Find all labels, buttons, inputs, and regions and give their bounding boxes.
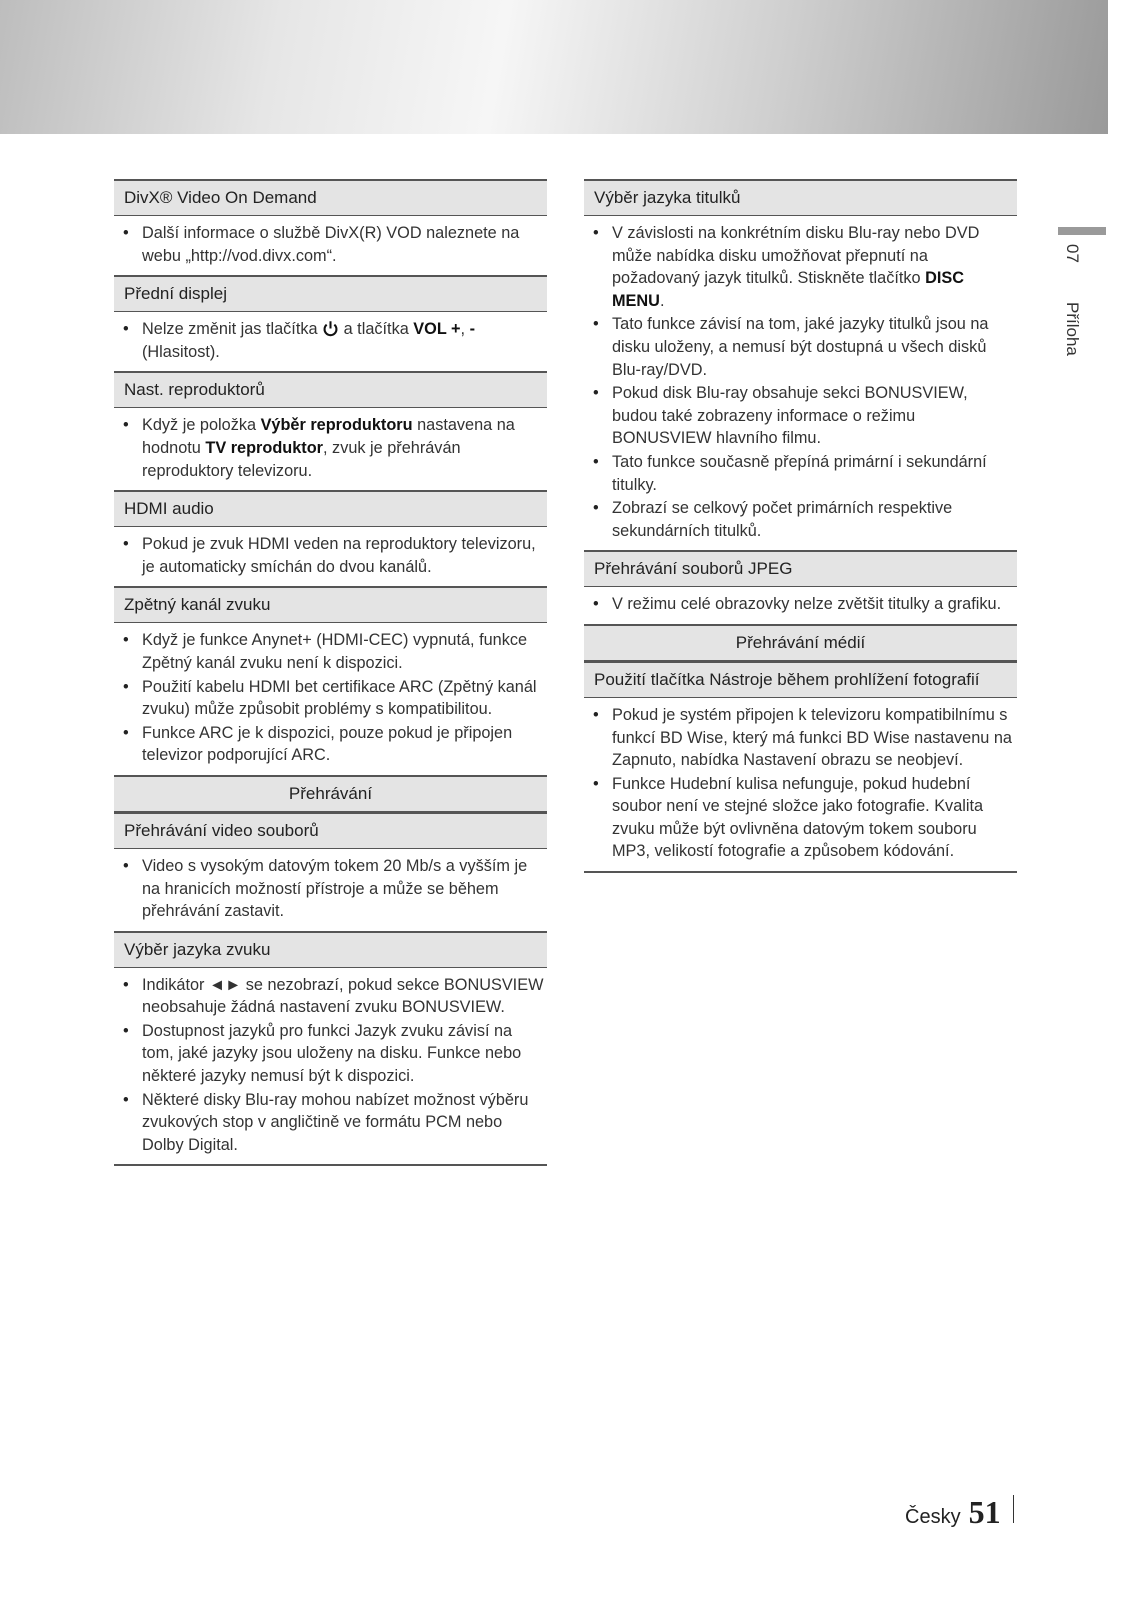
bullet-list: [584, 704, 1017, 863]
bullet-list: [114, 318, 547, 363]
bullet-item: [114, 1089, 547, 1157]
bold-term: DISC MENU: [612, 269, 965, 310]
bullet-item: [584, 773, 1017, 863]
bullet-item: [114, 629, 547, 674]
text-run: Pokud disk Blu-ray obsahuje sekci BONUSVIEW, budou také zobrazeny informace o režimu BONUSVIEW hlavního filmu.: [612, 384, 968, 448]
bullet-list: [114, 855, 547, 923]
bold-term: Výběr reproduktoru: [260, 416, 413, 435]
page-number: 51: [968, 1494, 1001, 1530]
section-heading: Výběr jazyka zvuku: [114, 931, 547, 968]
section-heading: Nast. reproduktorů: [114, 371, 547, 408]
column-end-rule: [584, 871, 1017, 873]
text-run: Tato funkce současně přepíná primární i sekundární titulky.: [612, 452, 987, 494]
chapter-tab: [1062, 244, 1082, 356]
chapter-tab-marker: [1058, 227, 1106, 235]
text-run: Dostupnost jazyků pro funkci Jazyk zvuku závisí na tom, jaké jazyky jsou uloženy na disku. Funkce nebo některé jazyky nemusí být k dispozici.: [142, 1021, 522, 1086]
text-run: Indikátor ◄► se nezobrazí, pokud sekce BONUSVIEW neobsahuje žádná nastavení zvuku BONUSVIEW.: [142, 975, 544, 1017]
bullet-item: [584, 451, 1017, 496]
section-body: [114, 408, 547, 490]
chapter-number: 07: [1063, 244, 1082, 263]
bullet-item: [584, 704, 1017, 772]
text-run: Zobrazí se celkový počet primárních respektive sekundárních titulků.: [612, 499, 953, 540]
bullet-list: [114, 974, 547, 1157]
bullet-item: [114, 1020, 547, 1088]
text-run: nastavena na hodnotu: [142, 416, 515, 457]
bullet-item: [114, 414, 547, 482]
section-heading: Přehrávání souborů JPEG: [584, 550, 1017, 587]
section-heading: HDMI audio: [114, 490, 547, 527]
right-column: [584, 179, 1017, 873]
text-run: Některé disky Blu-ray mohou nabízet možnost výběru zvukových stop v angličtině ve formátu PCM nebo Dolby Digital.: [142, 1090, 529, 1154]
text-run: Použití kabelu HDMI bet certifikace ARC (Zpětný kanál zvuku) může způsobit problémy s kompatibilitou.: [142, 677, 537, 719]
section-heading: DivX® Video On Demand: [114, 179, 547, 216]
bullet-item: [584, 222, 1017, 312]
text-run: Pokud je systém připojen k televizoru kompatibilnímu s funkcí BD Wise, který má funkci BD Wise nastavenu na Zapnuto, nabídka Nastavení obrazu se neobjeví.: [612, 705, 1012, 770]
text-run: , zvuk je přehráván reproduktory televizoru.: [142, 438, 461, 480]
bullet-list: [114, 222, 547, 267]
text-run: (Hlasitost).: [142, 342, 220, 361]
section-heading: Přední displej: [114, 275, 547, 312]
bullet-list: [114, 533, 547, 578]
text-run: Funkce ARC je k dispozici, pouze pokud je připojen televizor podporující ARC.: [142, 723, 513, 765]
text-run: a tlačítka: [339, 320, 414, 339]
page-footer: [905, 1494, 1014, 1531]
bullet-list: [114, 414, 547, 482]
text-run: Video s vysokým datovým tokem 20 Mb/s a vyšším je na hranicích možností přístroje a může se během přehrávání zastavit.: [142, 856, 528, 921]
text-run: Když je funkce Anynet+ (HDMI-CEC) vypnutá, funkce Zpětný kanál zvuku není k dispozici.: [142, 631, 528, 672]
section-body: [114, 527, 547, 586]
section-heading: Výběr jazyka titulků: [584, 179, 1017, 216]
bullet-item: [114, 222, 547, 267]
footer-divider: [1013, 1495, 1014, 1523]
power-icon: [322, 320, 339, 337]
section-body: [114, 216, 547, 275]
bullet-list: [584, 222, 1017, 542]
section-body: [584, 216, 1017, 550]
left-column: [114, 179, 547, 1166]
section-group-heading: Přehrávání médií: [584, 624, 1017, 661]
text-run: ,: [460, 320, 470, 339]
section-heading: Přehrávání video souborů: [114, 812, 547, 849]
bullet-item: [114, 974, 547, 1019]
text-run: Tato funkce závisí na tom, jaké jazyky titulků jsou na disku uloženy, a nemusí být dostupná u všech disků Blu-ray/DVD.: [612, 315, 989, 379]
bullet-list: [114, 629, 547, 767]
text-run: Další informace o službě DivX(R) VOD naleznete na webu „http://vod.divx.com“.: [142, 224, 520, 265]
text-run: V závislosti na konkrétním disku Blu-ray nebo DVD může nabídka disku umožňovat přepnutí na požadovaný jazyk titulků. Stiskněte tlačítko: [612, 224, 980, 288]
text-run: .: [659, 291, 665, 310]
section-body: [584, 587, 1017, 624]
bold-term: TV reproduktor: [205, 438, 323, 457]
section-body: [114, 968, 547, 1165]
bold-term: -: [469, 320, 475, 339]
section-heading: Zpětný kanál zvuku: [114, 586, 547, 623]
section-heading: Použití tlačítka Nástroje během prohlížení fotografií: [584, 661, 1017, 698]
bullet-item: [584, 593, 1017, 616]
text-run: V režimu celé obrazovky nelze zvětšit titulky a grafiku.: [612, 595, 1002, 614]
bold-term: VOL +: [413, 320, 461, 339]
section-body: [584, 698, 1017, 871]
bullet-item: [114, 722, 547, 767]
footer-language: Česky: [905, 1506, 961, 1528]
bullet-list: [584, 593, 1017, 616]
bullet-item: [114, 855, 547, 923]
text-run: Funkce Hudební kulisa nefunguje, pokud hudební soubor není ve stejné složce jako fotografie. Kvalita zvuku může být ovlivněna datovým tokem souboru MP3, velikostí fotografie a způsobem kódování.: [612, 774, 984, 861]
section-body: [114, 849, 547, 931]
text-run: Když je položka: [142, 416, 261, 435]
bullet-item: [114, 318, 547, 363]
bullet-item: [584, 382, 1017, 450]
bullet-item: [114, 676, 547, 721]
text-run: Nelze změnit jas tlačítka: [142, 320, 323, 339]
bullet-item: [584, 313, 1017, 381]
section-body: [114, 623, 547, 775]
text-run: Pokud je zvuk HDMI veden na reproduktory televizoru, je automaticky smíchán do dvou kanálů.: [142, 535, 536, 576]
column-end-rule: [114, 1164, 547, 1166]
bullet-item: [114, 533, 547, 578]
section-body: [114, 312, 547, 371]
bullet-item: [584, 497, 1017, 542]
chapter-title: Příloha: [1063, 302, 1082, 357]
header-banner: [0, 0, 1108, 134]
section-group-heading: Přehrávání: [114, 775, 547, 812]
